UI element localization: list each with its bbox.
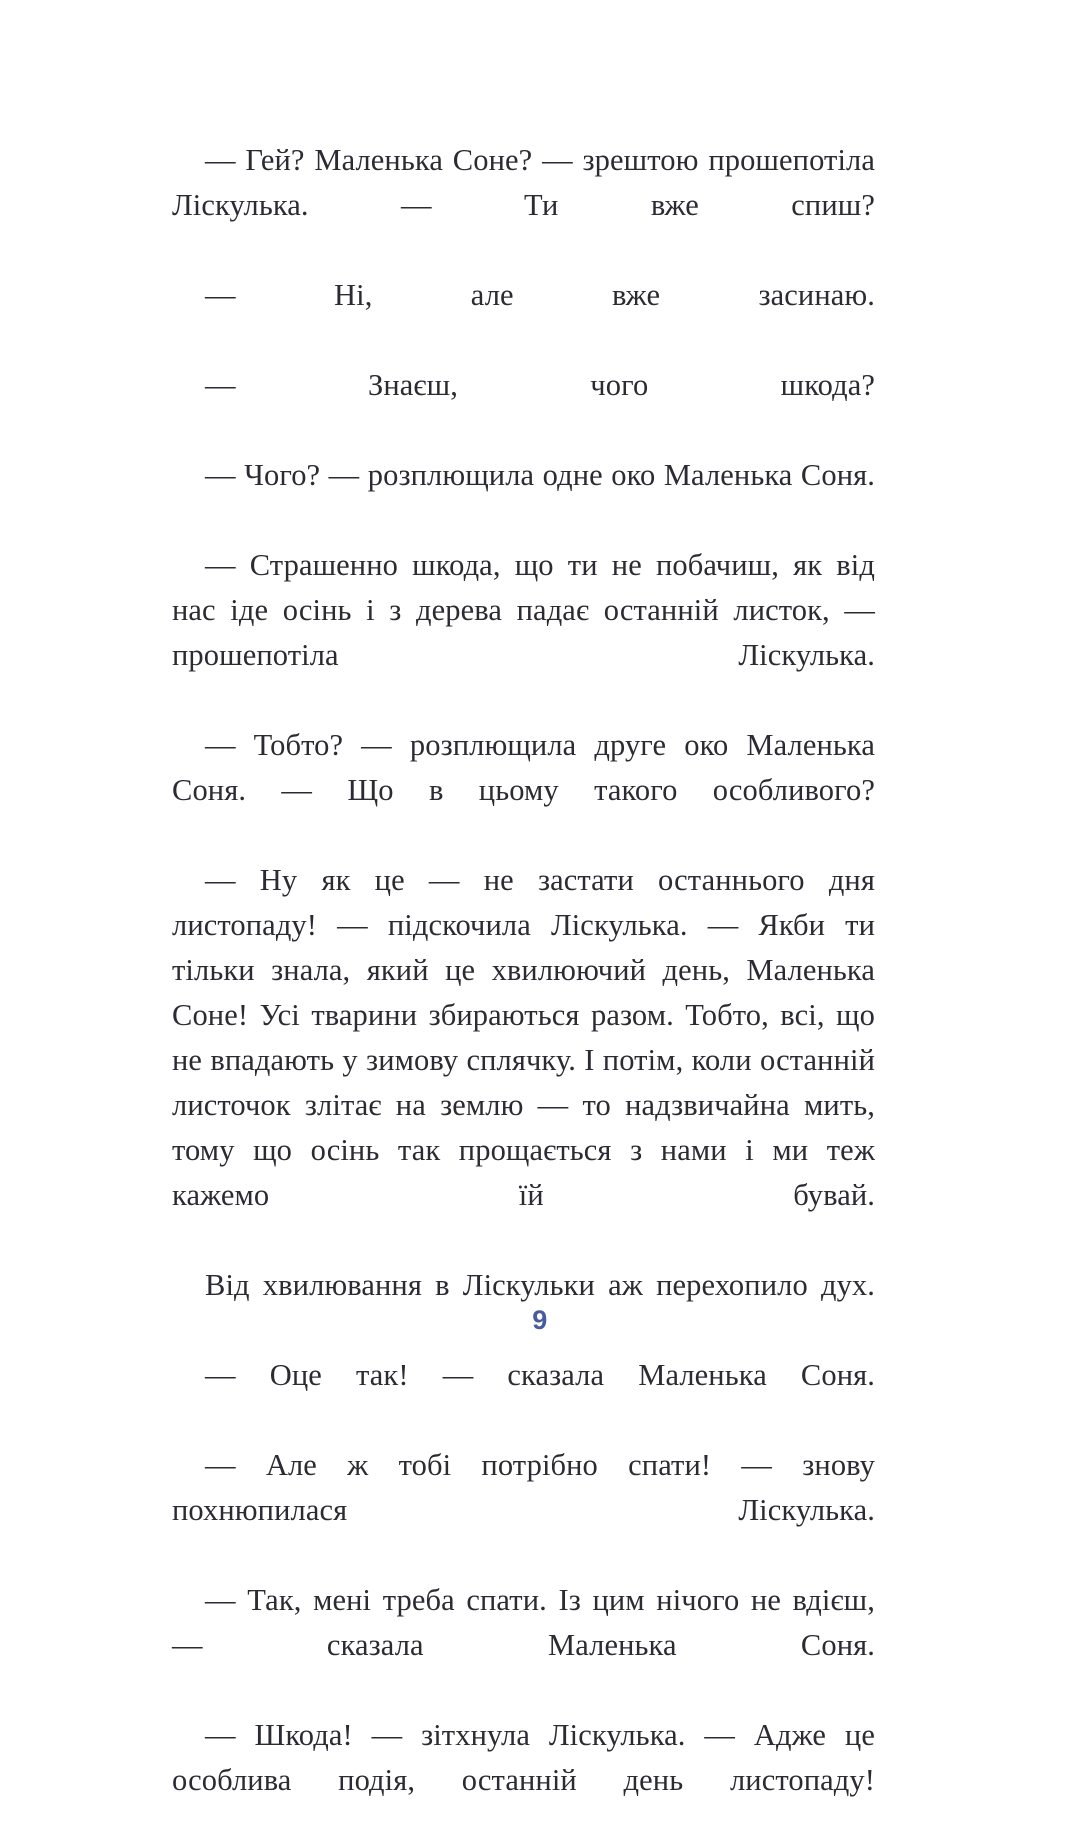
paragraph: — Але ж тобі потрібно спати! — знову похнюпилася Ліскулька. <box>172 1448 875 1527</box>
paragraph: — Страшенно шкода, що ти не побачиш, як від нас іде осінь і з дерева падає останній листок, — прошепотіла Ліскулька. <box>172 548 875 672</box>
paragraph: Від хвилювання в Ліскульки аж перехопило дух. <box>205 1268 875 1302</box>
paragraph: — Ну як це — не застати останнього дня листопаду! — підскочила Ліскулька. — Якби ти тільки знала, який це хвилюючий день, Маленька Соне! Усі тварини збираються разом. Тобто, всі, що не впадають у зимову сплячку. І потім, коли останній листочок злітає на землю — то надзвичайна мить, тому що осінь так прощається з нами і ми теж кажемо їй бувай. <box>172 863 875 1212</box>
paragraph: — Знаєш, чого шкода? <box>205 368 875 402</box>
paragraph: — Ні, але вже засинаю. <box>205 278 875 312</box>
page-number: 9 <box>532 1305 548 1335</box>
paragraph: — Шкода! — зітхнула Ліскулька. — Адже це особлива подія, останній день листопаду! <box>172 1718 875 1797</box>
paragraph: — Оце так! — сказала Маленька Соня. <box>205 1358 875 1392</box>
paragraph: — Так, мені треба спати. Із цим нічого не вдієш, — сказала Маленька Соня. <box>172 1583 875 1662</box>
paragraph: — Гей? Маленька Соне? — зрештою прошепотіла Ліскулька. — Ти вже спиш? <box>172 143 875 222</box>
paragraph: — Чого? — розплющила одне око Маленька Соня. <box>205 458 875 492</box>
paragraph: — Тобто? — розплющила друге око Маленька Соня. — Що в цьому такого особливого? <box>172 728 875 807</box>
page-body-text <box>172 138 875 1848</box>
